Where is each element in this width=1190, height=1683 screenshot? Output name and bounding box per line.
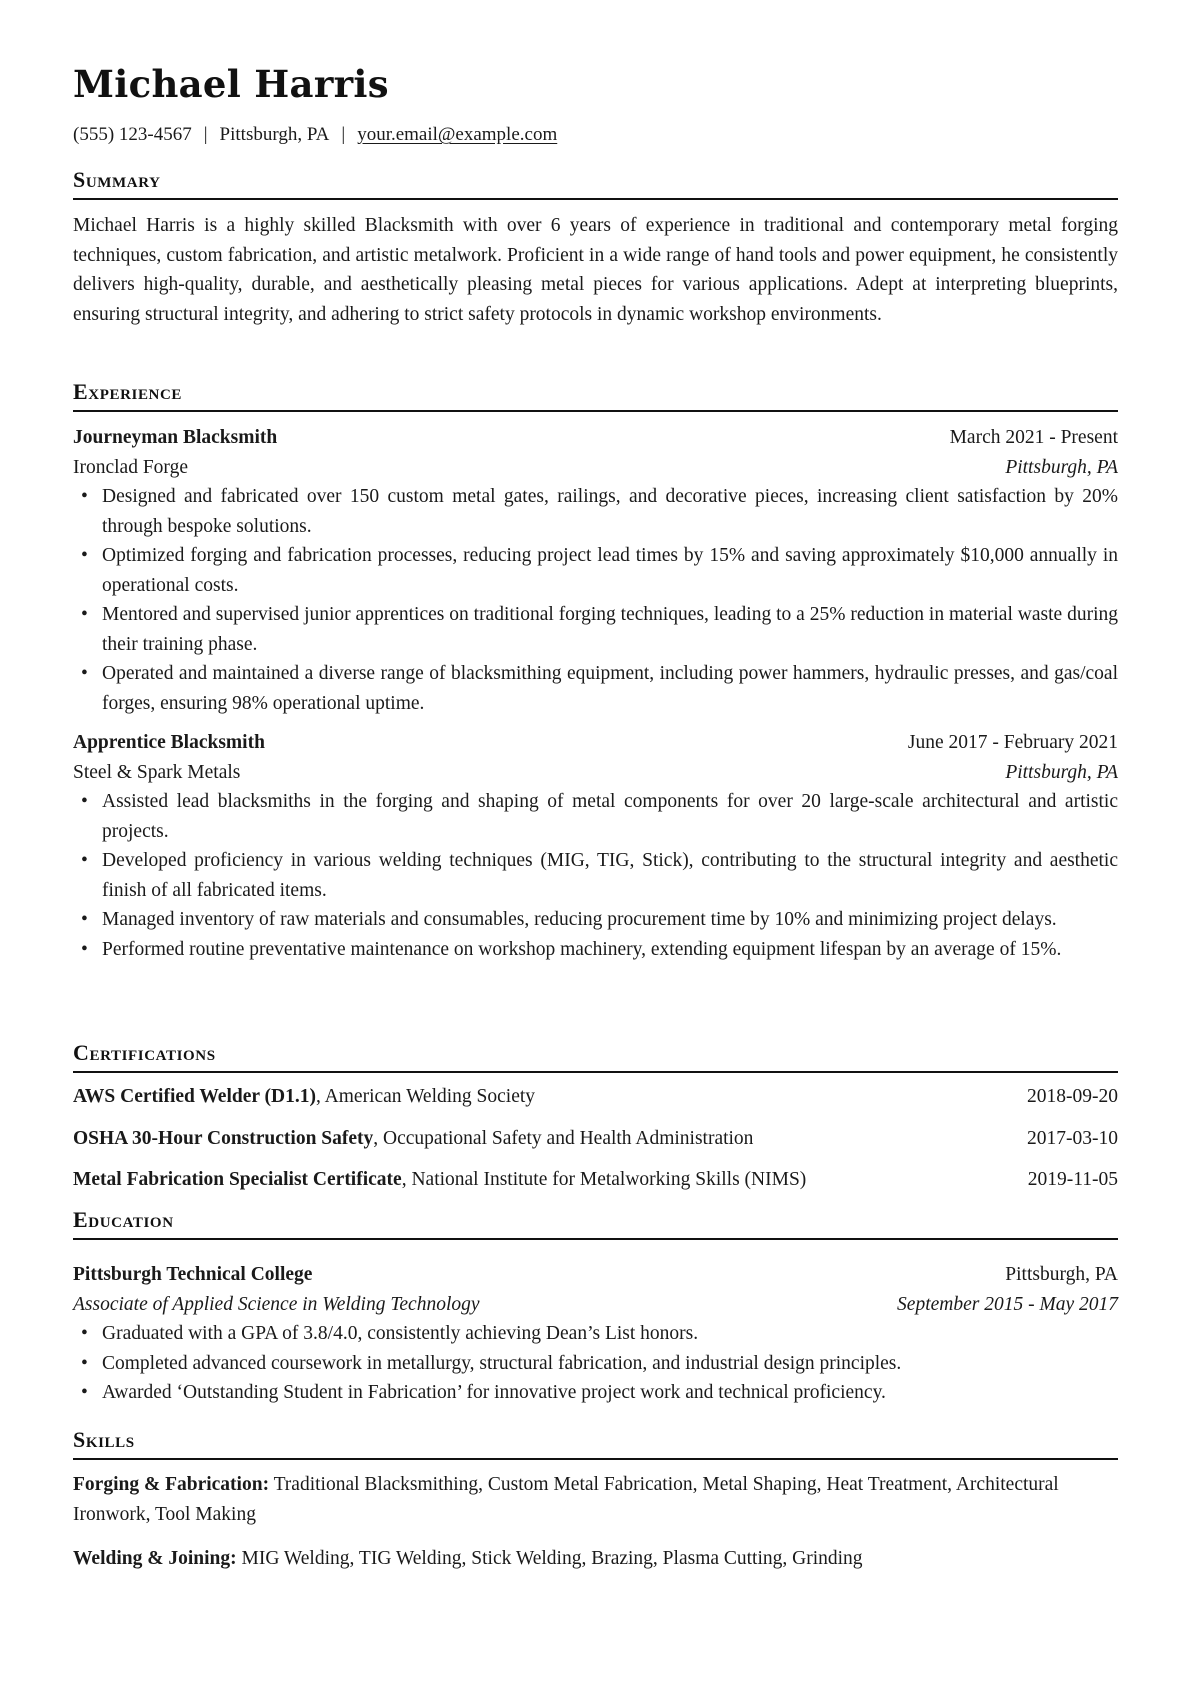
- certification-item: [73, 1165, 1118, 1207]
- bullet-text: Mentored and supervised junior apprentices on traditional forging techniques, leading to a 25% reduction in material waste during their training phase.: [102, 604, 1118, 655]
- certification-name: AWS Certified Welder (D1.1): [73, 1086, 316, 1107]
- bullet-icon: •: [81, 938, 88, 960]
- experience-entry: [73, 728, 1118, 964]
- section-title-experience: Experience: [73, 378, 1118, 412]
- certification-date: 2017-03-10: [1027, 1127, 1118, 1149]
- bullet-icon: •: [81, 850, 88, 871]
- education-entry: [73, 1260, 1118, 1408]
- certification-item: [73, 1082, 1118, 1124]
- candidate-name: Michael Harris: [73, 62, 389, 106]
- location: Pittsburgh, PA: [219, 124, 330, 145]
- contact-line: [73, 122, 557, 148]
- bullet-item: [73, 482, 1118, 541]
- bullet-text: Designed and fabricated over 150 custom metal gates, railings, and decorative pieces, increasing client satisfaction by 20% through bespoke solutions.: [102, 486, 1118, 537]
- education-bullets: [73, 1319, 1118, 1408]
- section-title-summary: Summary: [73, 166, 1118, 200]
- bullet-text: Completed advanced coursework in metallurgy, structural fabrication, and industrial design principles.: [102, 1352, 902, 1374]
- certification-date: 2018-09-20: [1027, 1086, 1118, 1107]
- certification-issuer: , Occupational Safety and Health Administration: [373, 1127, 754, 1149]
- degree: Associate of Applied Science in Welding Technology: [73, 1293, 480, 1315]
- bullet-text: Managed inventory of raw materials and consumables, reducing procurement time by 10% and minimizing project delays.: [102, 909, 1057, 930]
- bullet-icon: •: [81, 791, 88, 812]
- certification-name: Metal Fabrication Specialist Certificate: [73, 1169, 402, 1190]
- skill-category: Welding & Joining:: [73, 1548, 237, 1569]
- summary-text: Michael Harris is a highly skilled Blacksmith with over 6 years of experience in traditional and contemporary metal forging techniques, custom fabrication, and artistic metalwork. Proficient in a wide range of hand tools and power equipment, he consistently delivers high-quality, durable, and aesthetically pleasing metal pieces for various applications. Adept at interpreting blueprints, ensuring structural integrity, and adhering to strict safety protocols in dynamic workshop environments.: [73, 215, 1118, 325]
- separator: |: [203, 124, 208, 145]
- certification-name: OSHA 30-Hour Construction Safety: [73, 1127, 374, 1149]
- skill-group: [73, 1544, 1118, 1574]
- bullet-item: [73, 1349, 1118, 1379]
- experience-entry: [73, 423, 1118, 718]
- company-name: Ironclad Forge: [73, 456, 188, 478]
- skill-group: [73, 1470, 1118, 1529]
- bullet-item: [73, 935, 1118, 965]
- bullet-item: [73, 600, 1118, 659]
- phone-number: (555) 123-4567: [73, 124, 192, 145]
- skill-items: MIG Welding, TIG Welding, Stick Welding, Brazing, Plasma Cutting, Grinding: [236, 1548, 863, 1569]
- education-dates: September 2015 - May 2017: [897, 1293, 1118, 1315]
- email-link[interactable]: your.email@example.com: [357, 124, 558, 145]
- certification-item: [73, 1124, 1118, 1166]
- bullet-item: [73, 541, 1118, 600]
- certifications-list: [73, 1082, 1118, 1207]
- bullet-icon: •: [81, 545, 88, 566]
- school-name: Pittsburgh Technical College: [73, 1264, 313, 1285]
- bullet-text: Assisted lead blacksmiths in the forging and shaping of metal components for over 20 large-scale architectural and artistic projects.: [102, 791, 1118, 842]
- certification-date: 2019-11-05: [1027, 1169, 1118, 1190]
- company-name: Steel & Spark Metals: [73, 761, 241, 783]
- separator: |: [341, 124, 346, 145]
- job-title: Apprentice Blacksmith: [73, 732, 265, 753]
- bullet-icon: •: [81, 909, 88, 930]
- bullet-item: [73, 905, 1118, 935]
- bullet-icon: •: [81, 486, 88, 507]
- bullet-icon: •: [81, 663, 88, 684]
- job-title: Journeyman Blacksmith: [73, 427, 278, 448]
- bullet-item: [73, 1319, 1118, 1349]
- school-location: Pittsburgh, PA: [1005, 1264, 1118, 1285]
- bullet-text: Optimized forging and fabrication processes, reducing project lead times by 15% and saving approximately $10,000 annually in operational costs.: [102, 545, 1118, 596]
- job-location: Pittsburgh, PA: [1005, 456, 1118, 478]
- bullet-item: [73, 1378, 1118, 1408]
- certification-issuer: , American Welding Society: [316, 1086, 536, 1107]
- bullet-item: [73, 787, 1118, 846]
- bullet-icon: •: [81, 604, 88, 625]
- skills-list: [73, 1470, 1118, 1589]
- bullet-text: Developed proficiency in various welding techniques (MIG, TIG, Stick), contributing to the structural integrity and aesthetic finish of all fabricated items.: [102, 850, 1118, 901]
- bullet-icon: •: [81, 1352, 88, 1374]
- section-title-certifications: Certifications: [73, 1039, 1118, 1073]
- job-dates: March 2021 - Present: [949, 427, 1118, 448]
- bullet-icon: •: [81, 1382, 88, 1403]
- bullet-text: Performed routine preventative maintenance on workshop machinery, extending equipment lifespan by an average of 15%.: [102, 938, 1062, 960]
- job-bullets: [73, 787, 1118, 964]
- section-title-skills: Skills: [73, 1426, 1118, 1460]
- bullet-item: [73, 846, 1118, 905]
- certification-issuer: , National Institute for Metalworking Skills (NIMS): [401, 1169, 807, 1190]
- job-bullets: [73, 482, 1118, 718]
- skill-category: Forging & Fabrication:: [73, 1474, 270, 1495]
- job-dates: June 2017 - February 2021: [907, 732, 1118, 753]
- bullet-text: Graduated with a GPA of 3.8/4.0, consistently achieving Dean’s List honors.: [102, 1323, 699, 1344]
- job-location: Pittsburgh, PA: [1005, 761, 1118, 783]
- bullet-item: [73, 659, 1118, 718]
- bullet-text: Awarded ‘Outstanding Student in Fabrication’ for innovative project work and technical proficiency.: [102, 1382, 886, 1403]
- section-title-education: Education: [73, 1206, 1118, 1240]
- bullet-text: Operated and maintained a diverse range of blacksmithing equipment, including power hammers, hydraulic presses, and gas/coal forges, ensuring 98% operational uptime.: [102, 663, 1118, 714]
- bullet-icon: •: [81, 1323, 88, 1344]
- skill-items: Traditional Blacksmithing, Custom Metal Fabrication, Metal Shaping, Heat Treatment, Architectural Ironwork, Tool Making: [73, 1474, 1059, 1525]
